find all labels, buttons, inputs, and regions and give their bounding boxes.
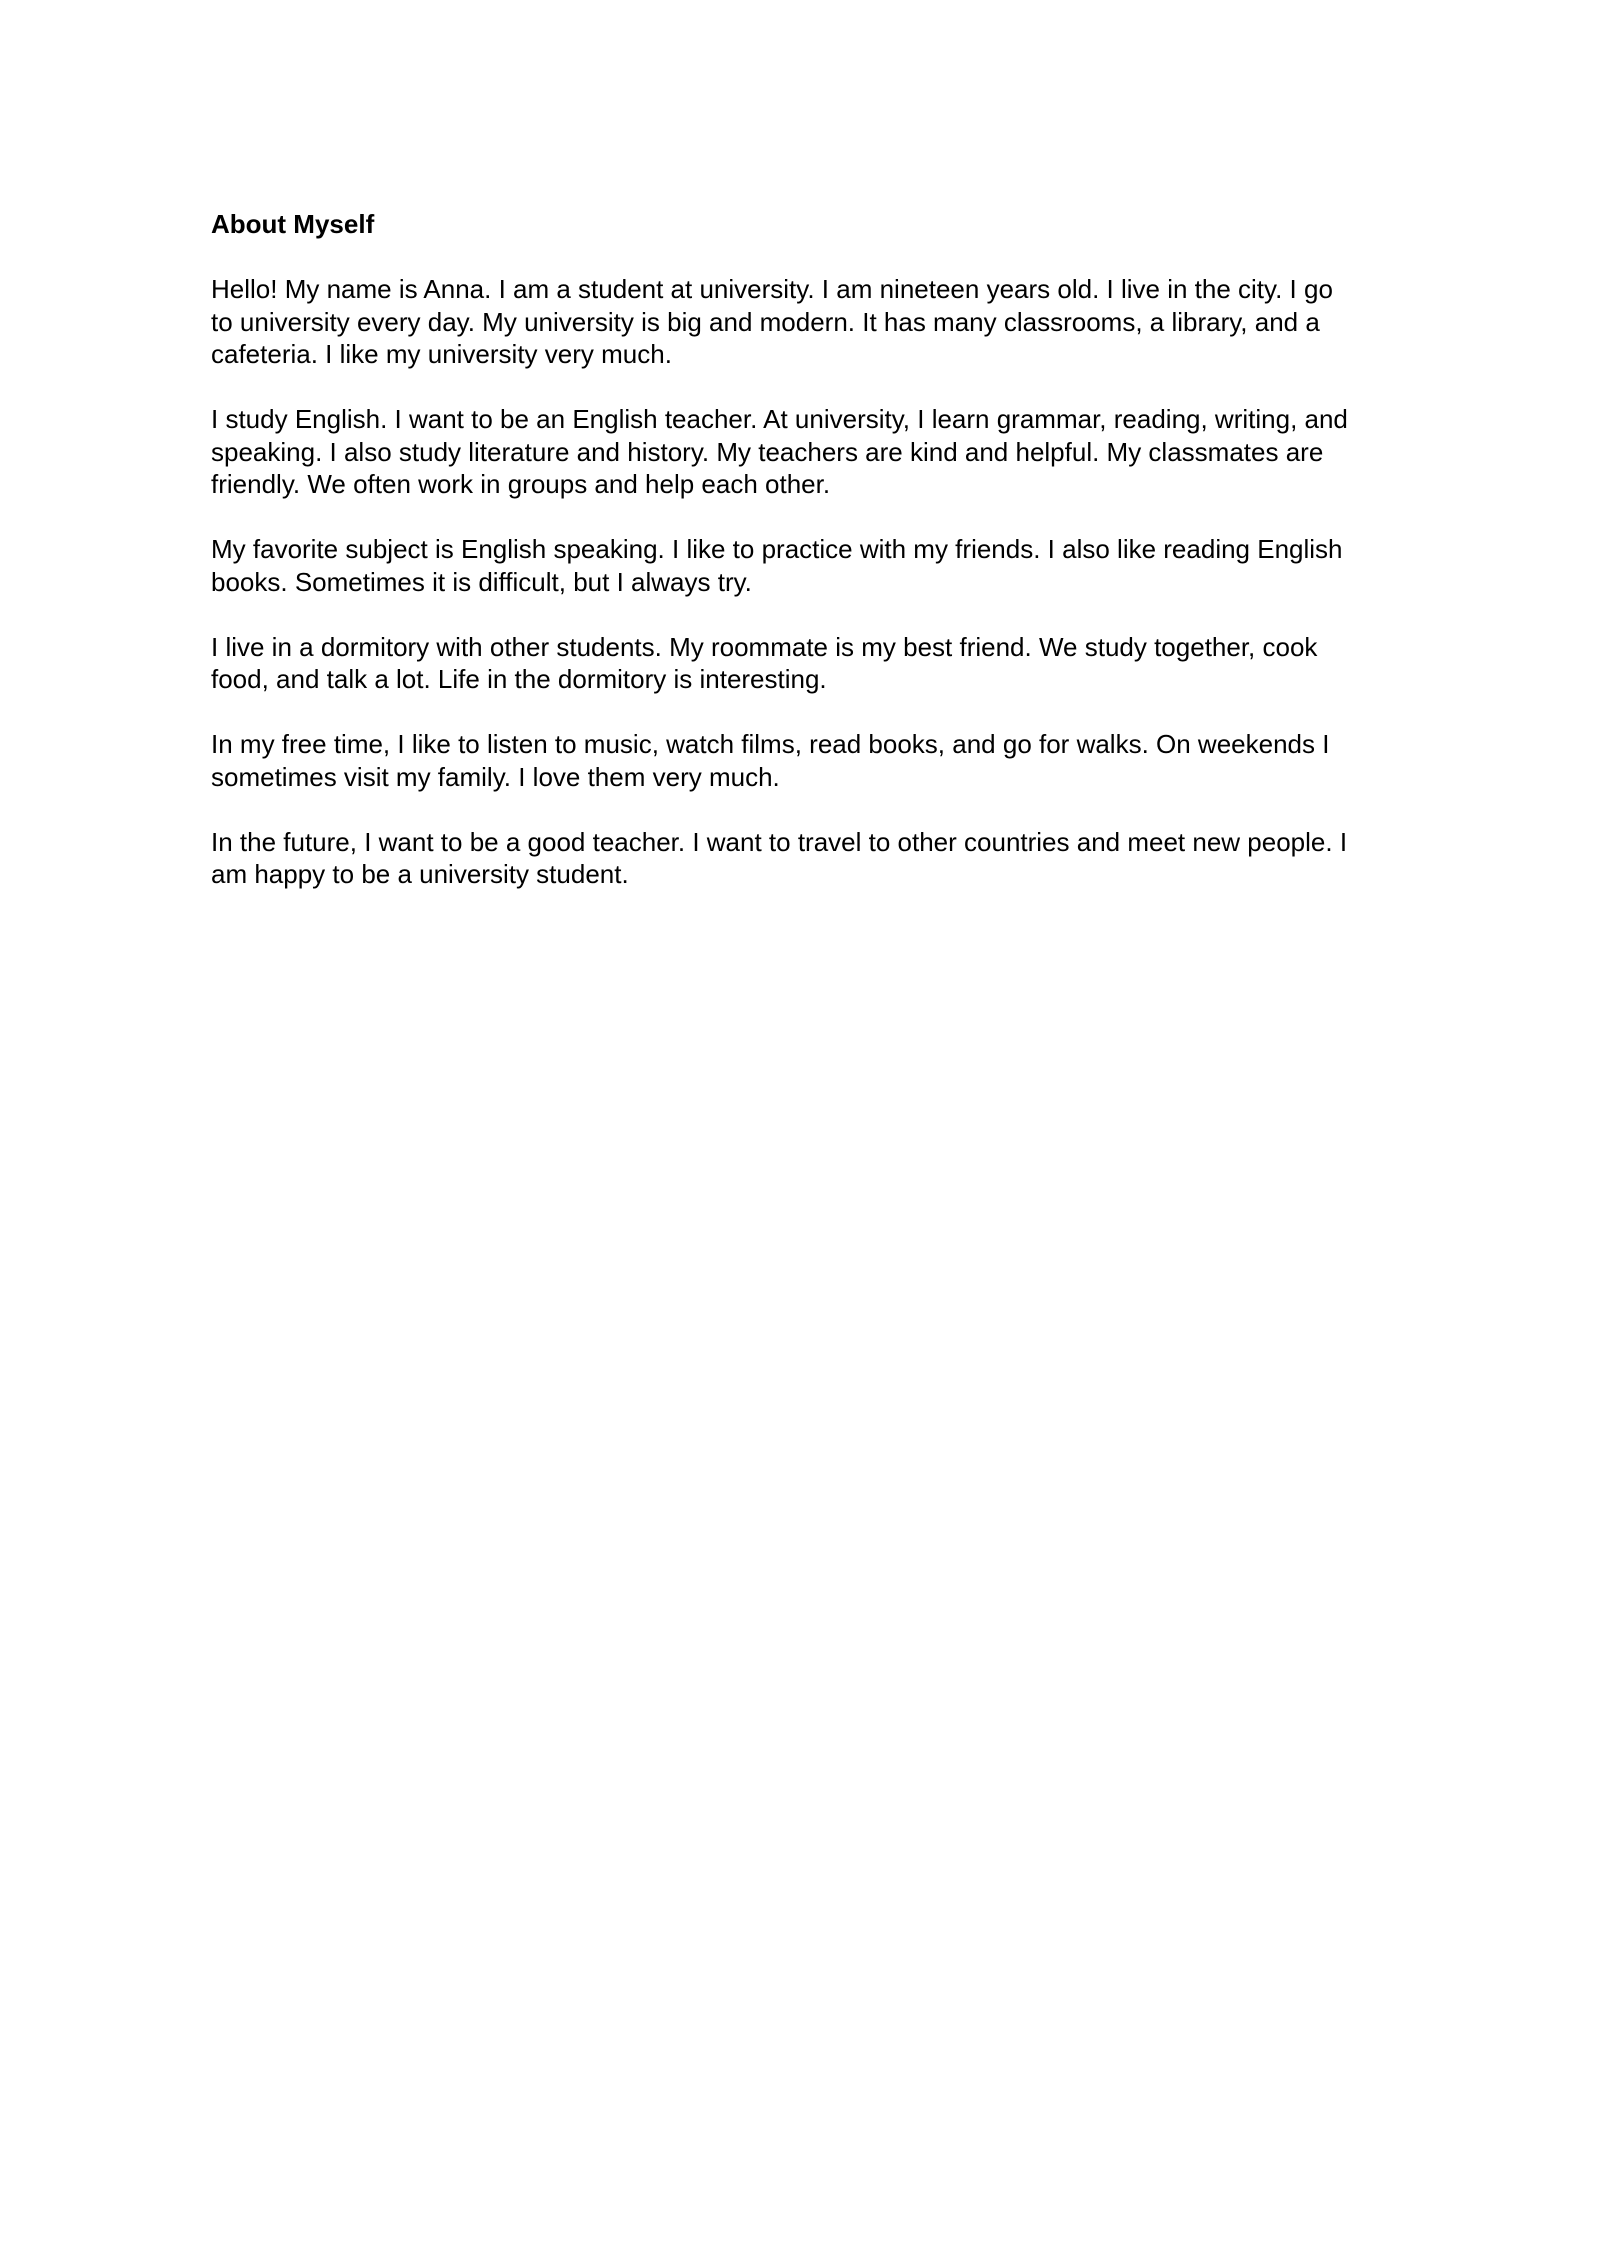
document-body	[211, 208, 1411, 891]
paragraph-intro: Hello! My name is Anna. I am a student at university. I am nineteen years old. I live in the city. I go to university every day. My university is big and modern. It has many classrooms, a library, and a cafeteria. I like my university very much.	[211, 274, 1333, 369]
document-title: About Myself	[211, 209, 375, 239]
paragraph-favorite-subject: My favorite subject is English speaking. I like to practice with my friends. I also like reading English books. Sometimes it is difficult, but I always try.	[211, 534, 1343, 597]
paragraph-dormitory: I live in a dormitory with other students. My roommate is my best friend. We study together, cook food, and talk a lot. Life in the dormitory is interesting.	[211, 631, 1318, 694]
paragraph-free-time: In my free time, I like to listen to music, watch films, read books, and go for walks. On weekends I sometimes visit my family. I love them very much.	[211, 729, 1330, 792]
paragraph-studies: I study English. I want to be an English teacher. At university, I learn grammar, reading, writing, and speaking. I also study literature and history. My teachers are kind and helpful. My classmates are friendly. We often work in groups and help each other.	[211, 404, 1348, 499]
paragraph-future: In the future, I want to be a good teacher. I want to travel to other countries and meet new people. I am happy to be a university student.	[211, 826, 1348, 889]
